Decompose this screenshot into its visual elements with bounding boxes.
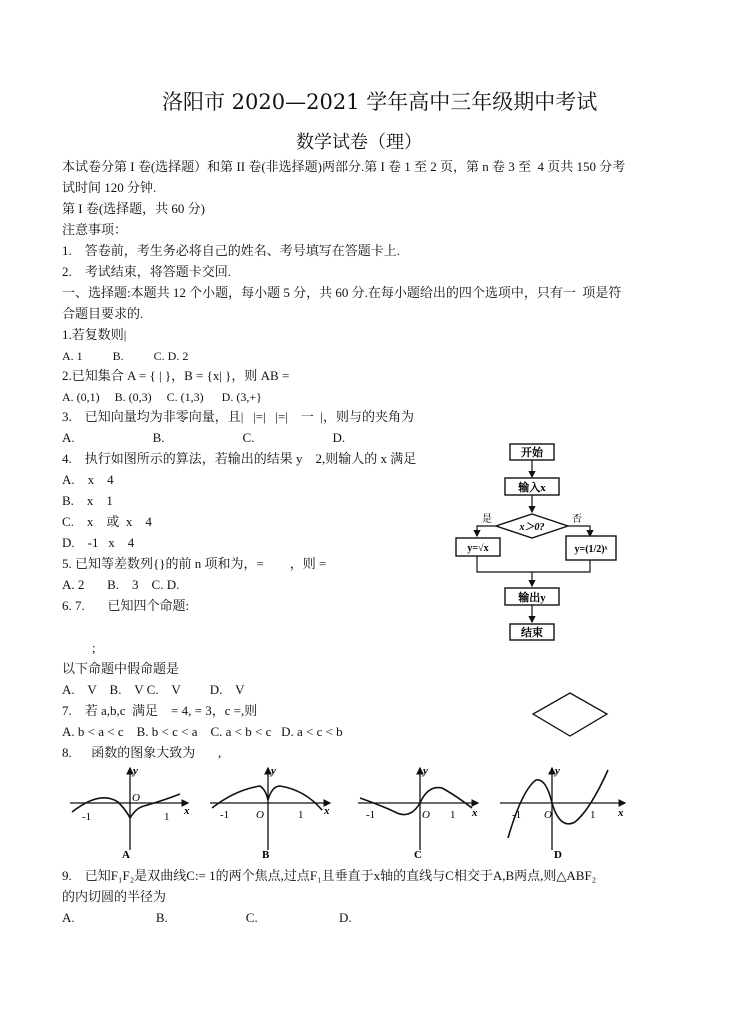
question-3: 3. 已知向量均为非零向量，且| |=| |=| 一 |，则与的夹角为 <box>62 409 415 424</box>
graph-b <box>210 765 330 861</box>
question-5-options: A. 2 B. 3 C. D. <box>62 577 180 592</box>
svg-text:x: x <box>472 807 478 819</box>
section-instruction-1: 一、选择题:本题共 12 个小题，每小题 5 分，共 60 分.在每小题给出的四个选项中，只有一 项是符 <box>62 285 622 300</box>
intro-line-2: 试时间 120 分钟. <box>62 180 157 195</box>
svg-text:1: 1 <box>590 809 596 821</box>
notice-item-1: 1. 答卷前，考生务必将自己的姓名、考号填写在答题卡上. <box>62 243 401 258</box>
svg-text:-1: -1 <box>366 809 376 821</box>
question-4-option-c: C. x 或 x 4 <box>62 514 152 529</box>
svg-text:-1: -1 <box>82 811 92 823</box>
question-4-option-d: D. -1 x 4 <box>62 535 135 550</box>
svg-text:O: O <box>422 809 430 821</box>
intro-line-1: 本试卷分第 I 卷(选择题）和第 II 卷(非选择题)两部分.第 I 卷 1 至 2 页，第 n 卷 3 至 4 页共 150 分考 <box>62 159 626 174</box>
question-6: 6. 7. 已知四个命题: <box>62 598 190 613</box>
flow-condition-label: x＞0? <box>519 522 545 533</box>
svg-text:1: 1 <box>298 809 304 821</box>
svg-text:O: O <box>256 809 264 821</box>
svg-text:y: y <box>555 765 560 777</box>
notice-item-2: 2. 考试结束，将答题卡交回. <box>62 264 232 279</box>
svg-text:x: x <box>618 807 624 819</box>
svg-text:y: y <box>133 765 138 777</box>
graph-d <box>500 765 625 861</box>
notice-heading: 注意事项： <box>62 222 128 237</box>
flow-no-label: 否 <box>572 514 582 525</box>
question-5: 5. 已知等差数列{}的前 n 项和为，= ，则 = <box>62 556 327 571</box>
question-6-options: A. V B. V C. V D. V <box>62 682 245 697</box>
graph-d-label: D <box>554 849 562 861</box>
question-6-semicolon: ; <box>92 640 96 655</box>
diamond-figure <box>530 690 610 740</box>
graph-options <box>60 760 640 865</box>
section-header: 第 I 卷(选择题，共 60 分) <box>62 201 205 216</box>
question-4-option-a: A. x 4 <box>62 472 114 487</box>
question-7-options: A. b < a < c B. b < c < a C. a < b < c D. a < c < b <box>62 724 343 739</box>
svg-text:1: 1 <box>164 811 170 823</box>
flow-sqrt-label: y=√x <box>467 543 489 554</box>
svg-text:x: x <box>324 805 330 817</box>
graph-a <box>70 765 190 861</box>
flow-output-label: 输出y <box>518 592 546 604</box>
question-4-option-b: B. x 1 <box>62 493 113 508</box>
svg-text:1: 1 <box>450 809 456 821</box>
flow-yes-label: 是 <box>482 514 492 525</box>
question-4: 4. 执行如图所示的算法，若输出的结果 y 2,则输人的 x 满足 <box>62 451 417 466</box>
question-3-options: A. B. C. D. <box>62 430 346 445</box>
question-1-options: A. 1 B. C. D. 2 <box>62 349 189 363</box>
question-7: 7. 若 a,b,c 满足 = 4, = 3，c =,则 <box>62 703 258 718</box>
flow-start-label: 开始 <box>521 447 543 459</box>
graph-a-label: A <box>122 849 130 861</box>
algorithm-flowchart <box>450 440 620 646</box>
section-instruction-2: 合题目要求的. <box>62 306 144 321</box>
graph-c <box>358 765 478 861</box>
flow-end-label: 结束 <box>521 627 543 639</box>
question-8: 8. 函数的图象大致为 , <box>62 745 222 760</box>
graph-c-label: C <box>414 849 422 861</box>
svg-text:-1: -1 <box>220 809 230 821</box>
page-subtitle: 数学试卷（理） <box>296 132 422 153</box>
question-6-prompt: 以下命题中假命题是 <box>62 661 180 676</box>
flow-exp-label: y=(1/2)ˣ <box>574 544 608 555</box>
graph-b-label: B <box>262 849 270 861</box>
svg-text:y: y <box>423 765 428 777</box>
question-2: 2.已知集合 A = { | }，B = {x| }，则 AB = <box>62 368 290 383</box>
svg-text:y: y <box>271 765 276 777</box>
flow-input-label: 输入x <box>518 482 546 494</box>
question-2-options: A. (0,1) B. (0,3) C. (1,3) D. (3,+} <box>62 390 262 404</box>
page-title: 洛阳市 2020—2021 学年高中三年级期中考试 <box>162 90 598 114</box>
svg-text:-1: -1 <box>512 809 522 821</box>
question-9-line-1: 9. 已知F₁F₂是双曲线C:= 1的两个焦点,过点F₁且垂直于x轴的直线与C相交于A,B两点,则△ABF₂ <box>62 868 597 883</box>
svg-text:O: O <box>132 792 140 804</box>
question-1: 1.若复数则| <box>62 327 127 342</box>
question-9-line-2: 的内切圆的半径为 <box>62 889 167 904</box>
svg-text:O: O <box>544 809 552 821</box>
question-9-options: A. B. C. D. <box>62 910 352 925</box>
svg-text:x: x <box>184 805 190 817</box>
